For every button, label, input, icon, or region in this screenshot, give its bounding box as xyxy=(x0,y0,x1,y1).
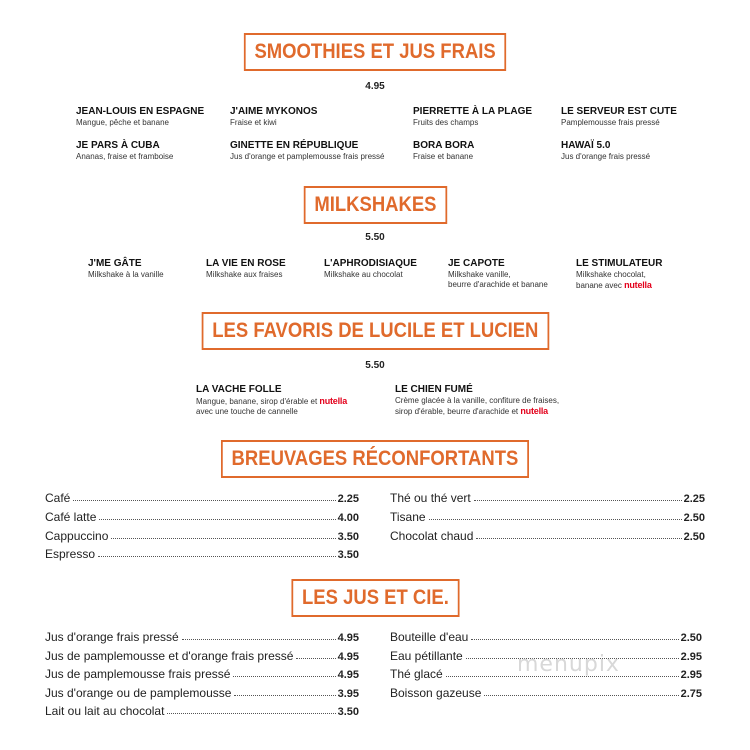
row-price: 2.50 xyxy=(680,632,702,644)
row-label: Jus d'orange ou de pamplemousse xyxy=(45,686,232,700)
menu-item xyxy=(395,384,559,417)
row-price: 2.95 xyxy=(680,669,702,681)
item-name: LA VIE EN ROSE xyxy=(206,258,286,269)
leader-dots xyxy=(296,658,335,659)
row-price: 2.25 xyxy=(683,493,705,505)
milkshakes-title: MILKSHAKES xyxy=(303,186,446,224)
row-price: 2.50 xyxy=(683,531,705,543)
menu-item xyxy=(76,106,204,128)
price-row xyxy=(45,508,359,524)
leader-dots xyxy=(474,500,682,501)
price-row xyxy=(45,647,359,663)
row-label: Boisson gazeuse xyxy=(390,686,482,700)
item-name: LE STIMULATEUR xyxy=(576,258,663,269)
menu-item xyxy=(413,106,532,128)
menu-item xyxy=(230,140,385,162)
row-price: 3.95 xyxy=(337,688,359,700)
item-desc: Jus d'orange frais pressé xyxy=(561,152,651,161)
row-label: Jus d'orange frais pressé xyxy=(45,630,179,644)
favoris-price: 5.50 xyxy=(365,360,385,371)
item-name: LE SERVEUR EST CUTE xyxy=(561,106,677,117)
item-name: JEAN-LOUIS EN ESPAGNE xyxy=(76,106,205,117)
leader-dots xyxy=(73,500,335,501)
leader-dots xyxy=(484,695,678,696)
price-row xyxy=(390,508,705,524)
item-desc: Pamplemousse frais pressé xyxy=(561,118,660,127)
milkshakes-heading xyxy=(0,186,750,224)
item-name: L'APHRODISIAQUE xyxy=(324,258,417,269)
item-name: LA VACHE FOLLE xyxy=(196,384,282,395)
menu-item xyxy=(561,106,677,128)
milkshakes-price: 5.50 xyxy=(365,232,385,243)
item-desc-text: Mangue, banane, sirop d'érable et xyxy=(196,397,318,406)
row-price: 4.95 xyxy=(337,669,359,681)
row-label: Lait ou lait au chocolat xyxy=(45,704,165,718)
item-desc: Fraise et kiwi xyxy=(230,118,277,127)
row-label: Café xyxy=(45,491,71,505)
menu-item xyxy=(448,258,548,290)
item-desc: Jus d'orange et pamplemousse frais pressé xyxy=(230,152,385,161)
menu-item xyxy=(76,140,173,162)
leader-dots xyxy=(233,676,335,677)
favoris-heading xyxy=(0,312,750,350)
row-label: Eau pétillante xyxy=(390,649,463,663)
watermark: menupix xyxy=(517,652,620,677)
price-row xyxy=(390,527,705,543)
item-name: LE CHIEN FUMÉ xyxy=(395,384,473,395)
item-name: JE CAPOTE xyxy=(448,258,505,269)
item-name: J'AIME MYKONOS xyxy=(230,106,318,117)
leader-dots xyxy=(182,639,336,640)
price-row xyxy=(390,489,705,505)
item-desc: Ananas, fraise et framboise xyxy=(76,152,174,161)
menu-item xyxy=(196,384,347,417)
price-row xyxy=(390,684,702,700)
item-name: BORA BORA xyxy=(413,140,475,151)
leader-dots xyxy=(167,713,335,714)
item-name: J'ME GÂTE xyxy=(88,258,142,269)
row-label: Tisane xyxy=(390,510,426,524)
row-price: 4.00 xyxy=(337,512,359,524)
nutella-logo: nutella xyxy=(624,280,652,290)
leader-dots xyxy=(234,695,335,696)
menu-item xyxy=(561,140,650,162)
price-row xyxy=(45,665,359,681)
item-desc: Fraise et banane xyxy=(413,152,474,161)
jus-heading xyxy=(0,579,750,617)
smoothies-heading xyxy=(0,33,750,71)
row-price: 2.50 xyxy=(683,512,705,524)
row-price: 3.50 xyxy=(337,531,359,543)
menu-item xyxy=(576,258,662,291)
item-desc-2: avec une touche de cannelle xyxy=(196,407,298,416)
item-desc: Fruits des champs xyxy=(413,118,479,127)
row-price: 3.50 xyxy=(337,706,359,718)
item-desc: Mangue, pêche et banane xyxy=(76,118,169,127)
item-desc-text: sirop d'érable, beurre d'arachide et xyxy=(395,407,519,416)
row-price: 2.95 xyxy=(680,651,702,663)
jus-title: LES JUS ET CIE. xyxy=(291,579,459,617)
row-label: Cappuccino xyxy=(45,529,109,543)
item-desc-2 xyxy=(576,280,662,291)
breuvages-heading xyxy=(0,440,750,478)
item-name: HAWAÏ 5.0 xyxy=(561,140,611,151)
item-desc: Milkshake vanille, xyxy=(448,270,511,279)
price-row xyxy=(45,489,359,505)
item-desc: Milkshake au chocolat xyxy=(324,270,403,279)
row-label: Jus de pamplemousse et d'orange frais pressé xyxy=(45,649,294,663)
row-label: Thé ou thé vert xyxy=(390,491,471,505)
menu-item xyxy=(324,258,417,280)
smoothies-title: SMOOTHIES ET JUS FRAIS xyxy=(244,33,506,71)
row-price: 2.75 xyxy=(680,688,702,700)
leader-dots xyxy=(99,519,335,520)
item-desc-2 xyxy=(395,406,559,417)
item-desc-2: beurre d'arachide et banane xyxy=(448,280,548,289)
row-label: Thé glacé xyxy=(390,667,443,681)
menu-item xyxy=(206,258,286,280)
leader-dots xyxy=(476,538,681,539)
leader-dots xyxy=(471,639,678,640)
price-row xyxy=(45,545,359,561)
menu-item xyxy=(230,106,317,128)
price-row xyxy=(45,527,359,543)
nutella-logo: nutella xyxy=(319,396,348,406)
item-name: JE PARS À CUBA xyxy=(76,140,160,151)
row-label: Café latte xyxy=(45,510,97,524)
price-row xyxy=(45,628,359,644)
smoothies-price: 4.95 xyxy=(365,81,385,92)
leader-dots xyxy=(429,519,682,520)
item-desc: Milkshake à la vanille xyxy=(88,270,164,279)
leader-dots xyxy=(111,538,335,539)
price-row xyxy=(45,702,359,718)
row-price: 4.95 xyxy=(337,632,359,644)
row-price: 2.25 xyxy=(337,493,359,505)
leader-dots xyxy=(98,556,336,557)
item-desc: Milkshake aux fraises xyxy=(206,270,283,279)
breuvages-title: BREUVAGES RÉCONFORTANTS xyxy=(221,440,529,478)
row-label: Bouteille d'eau xyxy=(390,630,469,644)
price-row xyxy=(45,684,359,700)
menu-item xyxy=(88,258,164,280)
item-desc-text: banane avec xyxy=(576,281,622,290)
row-label: Espresso xyxy=(45,547,96,561)
price-row xyxy=(390,628,702,644)
item-desc: Crème glacée à la vanille, confiture de fraises, xyxy=(395,396,560,405)
item-name: GINETTE EN RÉPUBLIQUE xyxy=(230,140,359,151)
menu-item xyxy=(413,140,474,162)
row-price: 3.50 xyxy=(337,549,359,561)
row-label: Jus de pamplemousse frais pressé xyxy=(45,667,231,681)
favoris-title: LES FAVORIS DE LUCILE ET LUCIEN xyxy=(201,312,548,350)
item-desc: Milkshake chocolat, xyxy=(576,270,646,279)
row-label: Chocolat chaud xyxy=(390,529,474,543)
nutella-logo: nutella xyxy=(520,406,548,416)
item-desc xyxy=(196,396,347,407)
row-price: 4.95 xyxy=(337,651,359,663)
item-name: PIERRETTE À LA PLAGE xyxy=(413,106,533,117)
